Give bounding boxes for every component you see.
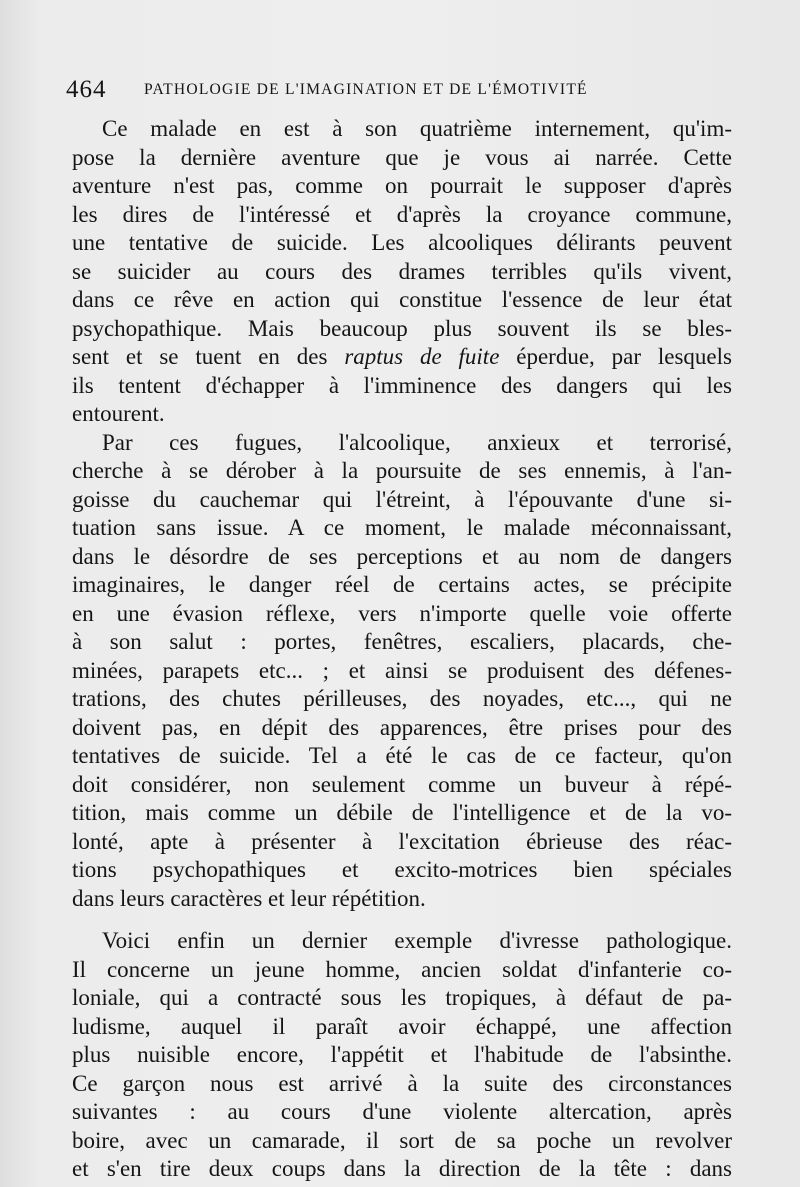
page-number: 464 [66, 76, 107, 103]
text-line: dans leurs caractères et leur répétition. [72, 885, 426, 911]
paragraph-2 [72, 429, 732, 914]
running-header [66, 76, 756, 106]
text-line: Voici enfin un dernier exemple d'ivresse pathologique. [102, 928, 732, 953]
text-line: boire, avec un camarade, il sort de sa poche un revolver [72, 1127, 732, 1153]
text-line: tition, mais comme un débile de l'intelligence et de la vo- [72, 800, 732, 825]
text-line: Par ces fugues, l'alcoolique, anxieux et terrorisé, [102, 429, 732, 455]
text-line: loniale, qui a contracté sous les tropiques, à défaut de pa- [72, 985, 732, 1010]
text-line: les dires de l'intéressé et d'après la croyance commune, [72, 201, 732, 227]
text-line: suivantes : au cours d'une violente altercation, après [72, 1099, 732, 1124]
text-line: se suicider au cours des drames terribles qu'ils vivent, [72, 258, 732, 284]
italic-phrase: raptus de fuite [344, 344, 500, 369]
running-title: PATHOLOGIE DE L'IMAGINATION ET DE L'ÉMOTIVITÉ [144, 81, 588, 98]
paragraph-1 [72, 115, 732, 429]
text-line: Ce garçon nous est arrivé à la suite des circonstances [72, 1070, 732, 1096]
text-line: dans ce rêve en action qui constitue l'essence de leur état [72, 287, 732, 312]
text-line: dans le désordre de ses perceptions et au nom de dangers [72, 543, 732, 569]
text-line: Ce malade en est à son quatrième internement, qu'im- [102, 116, 732, 141]
text-line: psychopathique. Mais beaucoup plus souvent ils se bles- [72, 315, 732, 341]
text-line: plus nuisible encore, l'appétit et l'habitude de l'absinthe. [72, 1042, 732, 1067]
text-line: et s'en tire deux coups dans la direction de la tête : dans [72, 1156, 732, 1181]
text-line: trations, des chutes périlleuses, des noyades, etc..., qui ne [72, 686, 732, 711]
paragraph-3 [72, 927, 732, 1184]
text-line: cherche à se dérober à la poursuite de ses ennemis, à l'an- [72, 458, 732, 483]
text-line: minées, parapets etc... ; et ainsi se produisent des défenes- [72, 657, 732, 683]
text-line: tentatives de suicide. Tel a été le cas de ce facteur, qu'on [72, 743, 732, 768]
text-line: ils tentent d'échapper à l'imminence des dangers qui les [72, 372, 732, 398]
text-line: entourent. [72, 401, 165, 426]
text-line: doit considérer, non seulement comme un buveur à répé- [72, 771, 732, 797]
text-line: une tentative de suicide. Les alcooliques délirants peuvent [72, 230, 732, 255]
text-line: tuation sans issue. A ce moment, le malade méconnaissant, [72, 515, 732, 540]
text-line: imaginaires, le danger réel de certains actes, se précipite [72, 572, 732, 597]
text-segment: éperdue, par lesquels [516, 344, 732, 369]
text-line: tions psychopathiques et excito-motrices bien spéciales [72, 857, 732, 882]
text-segment: sent et se tuent en des [72, 344, 328, 369]
text-line: en une évasion réflexe, vers n'importe quelle voie offerte [72, 600, 732, 626]
text-line: aventure n'est pas, comme on pourrait le supposer d'après [72, 173, 732, 198]
text-line: doivent pas, en dépit des apparences, être prises pour des [72, 714, 732, 740]
text-line: ludisme, auquel il paraît avoir échappé, une affection [72, 1013, 732, 1039]
text-line-with-italic [72, 343, 732, 372]
text-line: Il concerne un jeune homme, ancien soldat d'infanterie co- [72, 956, 732, 982]
text-line: à son salut : portes, fenêtres, escaliers, placards, che- [72, 629, 732, 654]
text-line: goisse du cauchemar qui l'étreint, à l'épouvante d'une si- [72, 486, 732, 512]
body-text [72, 115, 732, 1184]
text-line: pose la dernière aventure que je vous ai narrée. Cette [72, 144, 732, 170]
text-line: lonté, apte à présenter à l'excitation ébrieuse des réac- [72, 828, 732, 854]
